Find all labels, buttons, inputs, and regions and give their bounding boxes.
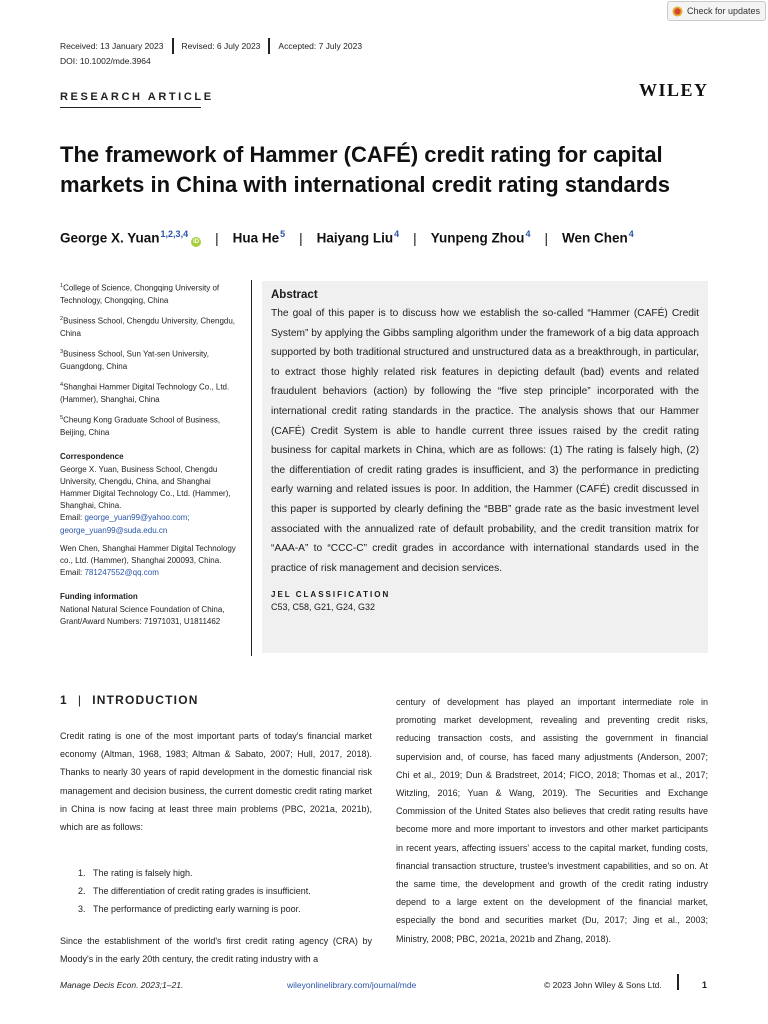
correspondence-text: Wen Chen, Shanghai Hammer Digital Technology co., Ltd. (Hammer), Shanghai 200093, China. Email: 781247552@qq.com	[60, 543, 236, 578]
problem-list	[78, 864, 378, 918]
list-item: 1. The rating is falsely high.	[78, 868, 193, 878]
list-item: 3. The performance of predicting early warning is poor.	[78, 904, 301, 914]
article-type-rule	[60, 107, 201, 108]
author-separator: |	[544, 230, 548, 246]
abstract-body: The goal of this paper is to discuss how we establish the so-called “Hammer (CAFÉ) Credit System” by applying the Gibbs sampling algorithm under the framework of a big data approach supported by both traditional structured and unstructured data as a breakthrough, in particular, to extract those highly related risk features in depicting default (bad) events and related fraudulent behaviors (action) by following the “five step principle” incorporated with the international credit rating standards in the practice. The analysis shows that our Hammer (CAFÉ) Credit System is able to handle current three issues raised by the credit rating business for capital markets in China, which are as follows: (1) The rating is falsely high, (2) the differentiation of credit rating grades is insufficient, and 3) the performance in predicting early warning and related issues is poor. In addition, the Hammer (CAFÉ) credit discussed in this paper is supported by clearly defining the “BBB” grade rate as the basic investment level associated with the annualized rate of default probability, and the credit transition matrix for “AAA-A” to “CCC-C” credit grades in accordance with international standards used in the practice of risk management and decision services.	[271, 308, 699, 574]
abstract-heading: Abstract	[271, 289, 318, 301]
check-for-updates-button[interactable]	[667, 1, 766, 21]
orcid-icon[interactable]: iD	[193, 238, 200, 245]
author[interactable]: Hua He$^5$	[232, 229, 286, 246]
affiliation: $^1$College of Science, Chongqing University of Technology, Chongqing, China	[60, 283, 220, 305]
funding-text: National Natural Science Foundation of China, Grant/Award Numbers: 71971031, U1811462	[60, 604, 225, 626]
copyright: © 2023 John Wiley & Sons Ltd.	[544, 980, 662, 990]
email-link[interactable]: 781247552@qq.com	[84, 568, 159, 578]
article-type: RESEARCH ARTICLE	[60, 91, 214, 103]
check-for-updates-icon	[672, 6, 683, 17]
journal-url[interactable]: wileyonlinelibrary.com/journal/mde	[287, 980, 417, 990]
journal-citation: Manage Decis Econ. 2023;1–21.	[60, 980, 184, 990]
author[interactable]: George X. Yuan$^{1,2,3,4}$	[60, 229, 189, 246]
affiliations-column	[60, 280, 242, 628]
correspondence-heading: Correspondence	[60, 452, 124, 462]
intro-paragraph: century of development has played an important intermediate role in promoting market development, revealing and preventing credit risks, reducing transaction costs, and assisting the government in financial supervision and, of course, has faced many adjustments (Anderson, 2007; Chi et al., 2019; Dun & Bradstreet, 2014; FICO, 2018; Thomas et al., 2017; Witzling, 2016; Yuan & Wang, 2019). The Securities and Exchange Commission of the United States also believes that credit rating results have become more and more important to investors and other market participants in recent years, affecting issuers' access to the capital market, funding costs, financial transaction structure, trustee's investment capabilities, and so on. At the same time, the development and growth of the credit rating industry depend to a large extent on the development of the financial market, especially the bond and securities market (Du, 2017; Jing et al., 2003; Ministry, 2008; PBC, 2021a, 2021b and Zhang, 2018).	[396, 697, 708, 944]
affiliation: $^4$Shanghai Hammer Digital Technology Co., Ltd. (Hammer), Shanghai, China	[60, 382, 230, 405]
page-number: 1	[702, 980, 708, 990]
author[interactable]: Wen Chen$^4$	[561, 229, 634, 246]
jel-codes: C53, C58, G21, G24, G32	[271, 602, 376, 613]
funding-heading: Funding information	[60, 592, 138, 602]
date-separator	[172, 38, 174, 54]
intro-paragraph: Credit rating is one of the most important parts of today's financial market economy (Altman, 1968, 1983; Altman & Sabato, 2007; Hull, 2017, 2018). Thanks to nearly 30 years of rapid development in the domestic financial risk management and decision business, the current domestic credit rating market in China is now facing at least three main problems (PBC, 2021a, 2021b), which are as follows:	[60, 731, 372, 833]
check-for-updates-label: Check for updates	[687, 6, 761, 16]
intro-paragraph: Since the establishment of the world's first credit rating agency (CRA) by Moody's in the early 20th century, the credit rating industry with a	[60, 936, 372, 965]
paper-title: The framework of Hammer (CAFÉ) credit rating for capital markets in China with international credit rating standards	[60, 142, 671, 197]
accepted-date: Accepted: 7 July 2023	[278, 41, 363, 51]
affiliation: $^5$Cheung Kong Graduate School of Business, Beijing, China	[60, 415, 221, 438]
affiliation: $^2$Business School, Chengdu University, Chengdu, China	[60, 316, 236, 338]
received-date: Received: 13 January 2023	[60, 41, 164, 51]
list-item: 2. The differentiation of credit rating grades is insufficient.	[78, 886, 311, 896]
author-list	[60, 229, 750, 247]
author[interactable]: Yunpeng Zhou$^4$	[430, 229, 531, 246]
author-separator: |	[215, 230, 219, 246]
footer-rule	[677, 974, 679, 990]
jel-heading: JEL CLASSIFICATION	[271, 590, 391, 600]
author[interactable]: Haiyang Liu$^4$	[316, 229, 400, 246]
section-heading: 1 | INTRODUCTION	[60, 693, 199, 707]
doi[interactable]: DOI: 10.1002/mde.3964	[60, 56, 151, 66]
author-separator: |	[299, 230, 303, 246]
author-separator: |	[413, 230, 417, 246]
abstract-box	[262, 281, 708, 653]
email-link[interactable]: george_yuan99@yahoo.com;	[84, 513, 190, 523]
affiliation: $^3$Business School, Sun Yat-sen University, Guangdong, China	[60, 349, 209, 371]
article-dates	[60, 38, 362, 54]
correspondence-text: George X. Yuan, Business School, Chengdu University, Chengdu, China, and Shanghai Hammer Digital Technology Co., Ltd. (Hammer), Shanghai, China. Email: george_yuan99@yahoo.com; george_yuan99@suda.edu.cn	[60, 464, 231, 535]
column-divider	[251, 280, 252, 656]
publisher-logo: WILEY	[639, 80, 709, 100]
revised-date: Revised: 6 July 2023	[181, 41, 261, 51]
date-separator	[268, 38, 270, 54]
email-link[interactable]: george_yuan99@suda.edu.cn	[60, 525, 168, 535]
